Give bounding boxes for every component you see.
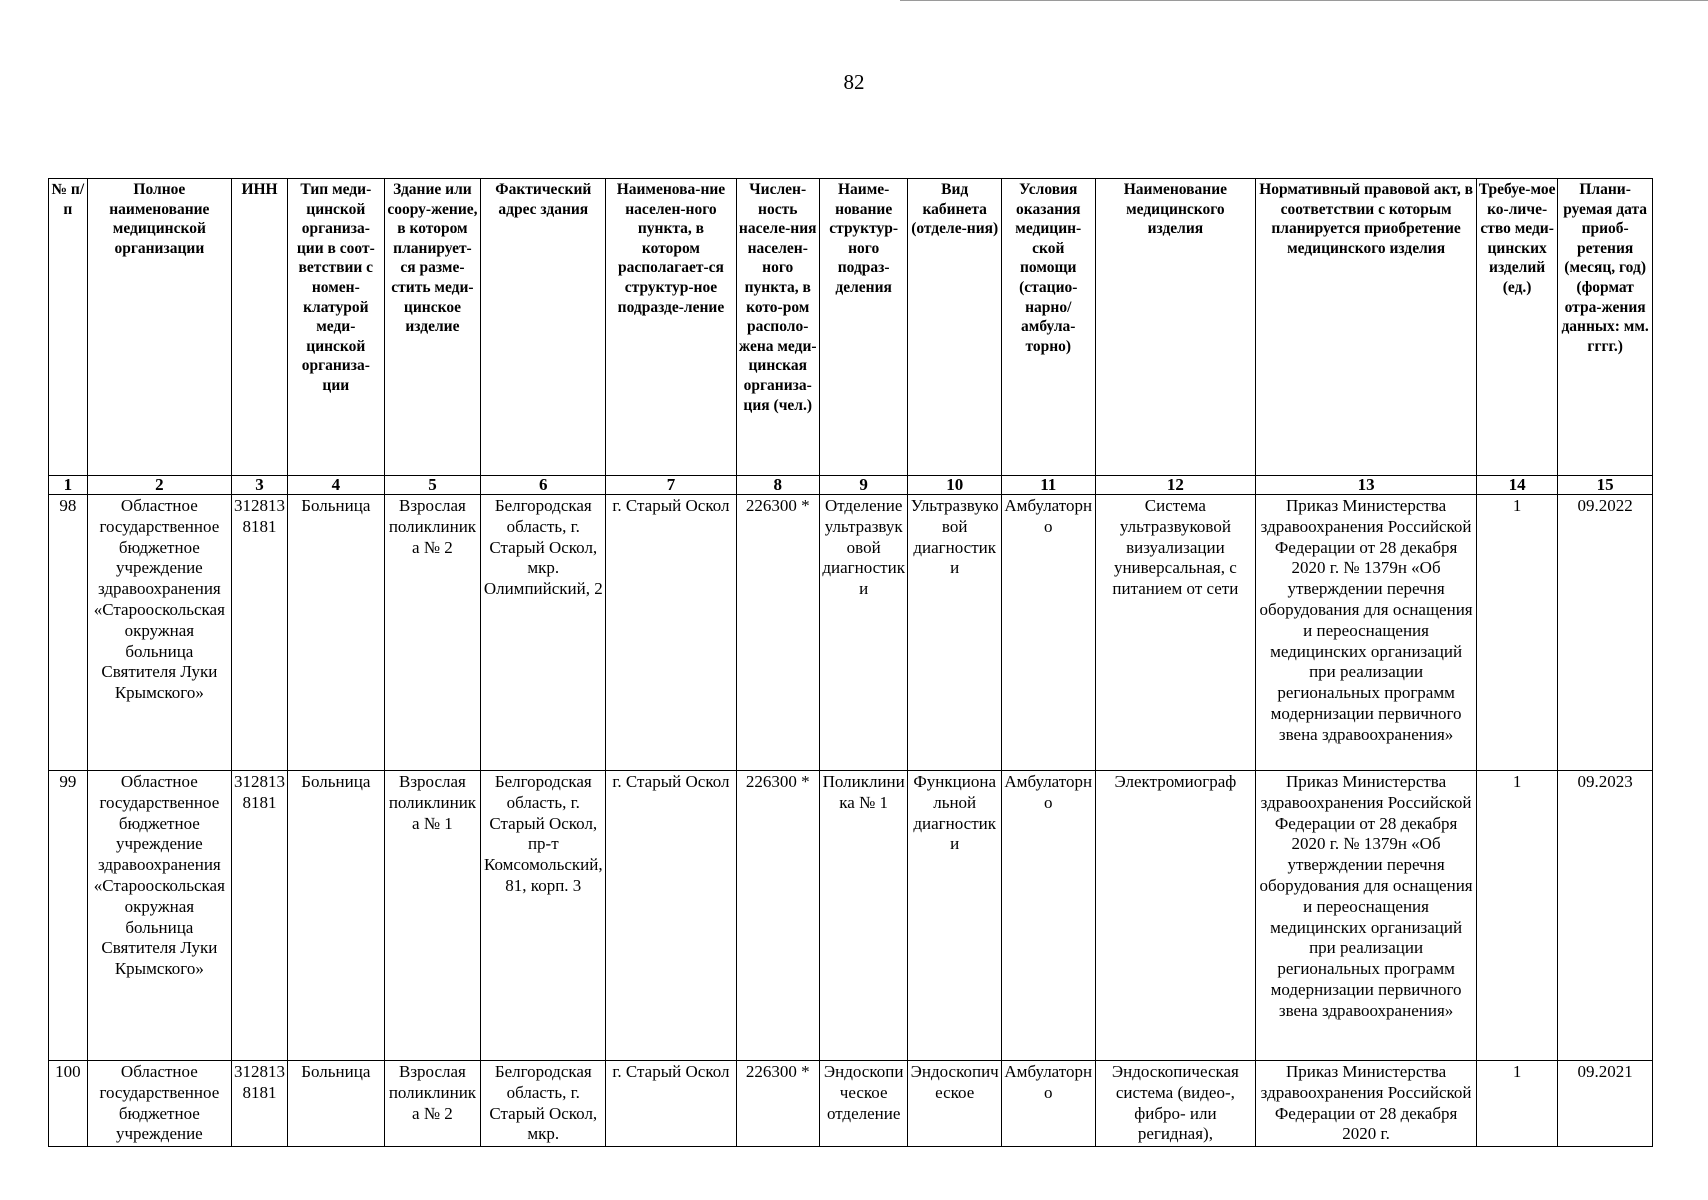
- cell-population: 226300 *: [736, 771, 819, 1061]
- header-cell-org: Полное наименование медицинской организации: [87, 179, 231, 476]
- header-cell-address: Фактический адрес здания: [481, 179, 606, 476]
- cell-locality: г. Старый Оскол: [606, 495, 736, 771]
- column-number-row: [49, 476, 1653, 495]
- cell-unit: Эндоскопическое отделение: [819, 1061, 907, 1147]
- cell-device: Эндоскопическая система (видео-, фибро- или регидная),: [1095, 1061, 1256, 1147]
- header-cell-date: Плани-руемая дата приоб-ретения (месяц, год) (формат отра-жения данных: мм. гггг.): [1558, 179, 1653, 476]
- cell-no: 100: [49, 1061, 88, 1147]
- cell-qty: 1: [1476, 771, 1557, 1061]
- cell-date: 09.2021: [1558, 1061, 1653, 1147]
- cell-cabinet: Эндоскопическое: [908, 1061, 1002, 1147]
- column-number: 3: [232, 476, 288, 495]
- cell-type: Больница: [288, 495, 385, 771]
- cell-inn: 3128138181: [232, 495, 288, 771]
- header-cell-no: № п/п: [49, 179, 88, 476]
- cell-population: 226300 *: [736, 495, 819, 771]
- cell-address: Белгородская область, г. Старый Оскол, мкр. Олимпийский, 2: [481, 495, 606, 771]
- table-row: [49, 771, 1653, 1061]
- cell-building: Взрослая поликлиника № 1: [384, 771, 481, 1061]
- cell-cabinet: Ультразвуковой диагностики: [908, 495, 1002, 771]
- column-number: 15: [1558, 476, 1653, 495]
- equipment-table: [48, 178, 1653, 1147]
- header-cell-unit: Наиме-нование структур-ного подраз-деления: [819, 179, 907, 476]
- cell-act: Приказ Министерства здравоохранения Российской Федерации от 28 декабря 2020 г.: [1256, 1061, 1477, 1147]
- cell-device: Электромиограф: [1095, 771, 1256, 1061]
- column-number: 2: [87, 476, 231, 495]
- header-cell-device: Наименование медицинского изделия: [1095, 179, 1256, 476]
- column-number: 10: [908, 476, 1002, 495]
- column-number: 12: [1095, 476, 1256, 495]
- cell-no: 98: [49, 495, 88, 771]
- header-cell-locality: Наименова-ние населен-ного пункта, в котором располагает-ся структур-ное подразде-ление: [606, 179, 736, 476]
- column-number: 6: [481, 476, 606, 495]
- column-number: 4: [288, 476, 385, 495]
- cell-date: 09.2022: [1558, 495, 1653, 771]
- cell-conditions: Амбулаторно: [1001, 1061, 1095, 1147]
- cell-type: Больница: [288, 1061, 385, 1147]
- cell-unit: Поликлиника № 1: [819, 771, 907, 1061]
- column-number: 8: [736, 476, 819, 495]
- cell-inn: 3128138181: [232, 771, 288, 1061]
- header-cell-population: Числен-ность населе-ния населен-ного пункта, в кото-ром располо-жена меди-цинская организа-ция (чел.): [736, 179, 819, 476]
- page-top-rule: [900, 0, 1708, 1]
- cell-population: 226300 *: [736, 1061, 819, 1147]
- column-number: 13: [1256, 476, 1477, 495]
- cell-no: 99: [49, 771, 88, 1061]
- header-cell-act: Нормативный правовой акт, в соответствии с которым планируется приобретение медицинского изделия: [1256, 179, 1477, 476]
- column-number: 5: [384, 476, 481, 495]
- header-cell-inn: ИНН: [232, 179, 288, 476]
- cell-inn: 3128138181: [232, 1061, 288, 1147]
- cell-org: Областное государственное бюджетное учреждение: [87, 1061, 231, 1147]
- cell-address: Белгородская область, г. Старый Оскол, мкр.: [481, 1061, 606, 1147]
- table-row: [49, 495, 1653, 771]
- header-cell-type: Тип меди-цинской организа-ции в соот-ветствии с номен-клатурой меди-цинской организа-ции: [288, 179, 385, 476]
- cell-building: Взрослая поликлиника № 2: [384, 495, 481, 771]
- cell-qty: 1: [1476, 1061, 1557, 1147]
- column-number: 7: [606, 476, 736, 495]
- header-row: [49, 179, 1653, 476]
- column-number: 11: [1001, 476, 1095, 495]
- cell-act: Приказ Министерства здравоохранения Российской Федерации от 28 декабря 2020 г. № 1379н «Об утверждении перечня оборудования для оснащения и переоснащения медицинских организаций при реализации региональных программ модернизации первичного звена здравоохранения»: [1256, 771, 1477, 1061]
- cell-locality: г. Старый Оскол: [606, 1061, 736, 1147]
- cell-device: Система ультразвуковой визуализации универсальная, с питанием от сети: [1095, 495, 1256, 771]
- header-cell-cabinet: Вид кабинета (отделе-ния): [908, 179, 1002, 476]
- cell-date: 09.2023: [1558, 771, 1653, 1061]
- header-cell-conditions: Условия оказания медицин-ской помощи (стацио-нарно/ амбула-торно): [1001, 179, 1095, 476]
- cell-address: Белгородская область, г. Старый Оскол, пр-т Комсомольский, 81, корп. 3: [481, 771, 606, 1061]
- column-number: 9: [819, 476, 907, 495]
- cell-act: Приказ Министерства здравоохранения Российской Федерации от 28 декабря 2020 г. № 1379н «Об утверждении перечня оборудования для оснащения и переоснащения медицинских организаций при реализации региональных программ модернизации первичного звена здравоохранения»: [1256, 495, 1477, 771]
- column-number: 14: [1476, 476, 1557, 495]
- cell-conditions: Амбулаторно: [1001, 771, 1095, 1061]
- cell-type: Больница: [288, 771, 385, 1061]
- cell-locality: г. Старый Оскол: [606, 771, 736, 1061]
- cell-conditions: Амбулаторно: [1001, 495, 1095, 771]
- cell-org: Областное государственное бюджетное учреждение здравоохранения «Старооскольская окружная больница Святителя Луки Крымского»: [87, 495, 231, 771]
- header-cell-building: Здание или соору-жение, в котором планирует-ся разме-стить меди-цинское изделие: [384, 179, 481, 476]
- cell-qty: 1: [1476, 495, 1557, 771]
- page-number: 82: [843, 70, 865, 94]
- cell-unit: Отделение ультразвуковой диагностики: [819, 495, 907, 771]
- cell-building: Взрослая поликлиника № 2: [384, 1061, 481, 1147]
- cell-cabinet: Функциональной диагностики: [908, 771, 1002, 1061]
- column-number: 1: [49, 476, 88, 495]
- header-cell-qty: Требуе-мое ко-личе-ство меди-цинских изделий (ед.): [1476, 179, 1557, 476]
- table-row: [49, 1061, 1653, 1147]
- cell-org: Областное государственное бюджетное учреждение здравоохранения «Старооскольская окружная больница Святителя Луки Крымского»: [87, 771, 231, 1061]
